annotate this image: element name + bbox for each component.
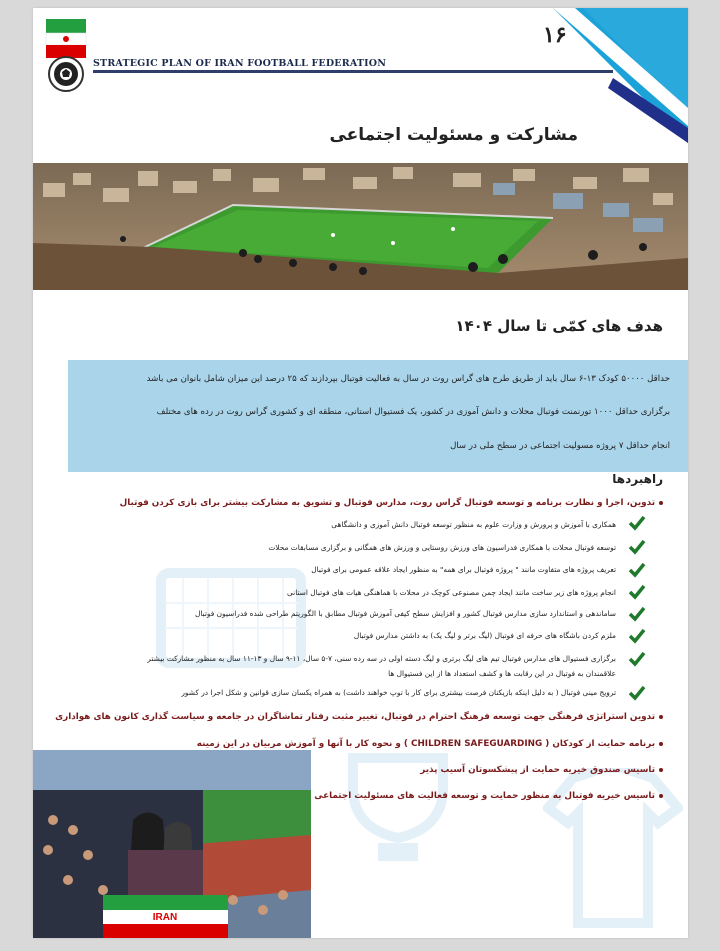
goal-item: انجام حداقل ۷ پروژه مسولیت اجتماعی در سطح ملی در سال: [450, 441, 670, 451]
bullet-icon: [659, 768, 663, 772]
strategy-item-text: برنامه حمایت از کودکان ( CHILDREN SAFEGUARDING ) و نحوه کار با آنها و آموزش مربیان در این زمینه: [196, 739, 655, 749]
goals-box: [68, 360, 688, 472]
strategy-sub-item: انجام پروژه های زیر ساخت مانند ایجاد چمن مصنوعی کوچک در محلات با هماهنگی هیات های فوتبال استانی: [286, 588, 616, 597]
checkmark-icon: [628, 584, 646, 600]
checkmark-icon: [628, 606, 646, 622]
goal-item: برگزاری حداقل ۱۰۰۰ تورنمنت فوتبال محلات و دانش آموزی در کشور، یک فستیوال استانی، منطقه ای و کشوری گراس روت در رده های مختلف: [156, 407, 670, 417]
strategy-sub-item: همکاری با آموزش و پرورش و وزارت علوم به منظور توسعه فوتبال دانش آموزی و دانشگاهی: [331, 520, 616, 529]
corner-decoration: [553, 8, 688, 143]
strategy-item: [314, 791, 663, 801]
strategies-title: راهبردها: [612, 472, 663, 486]
strategy-main-text: تدوین، اجرا و نظارت برنامه و توسعه فوتبال گراس روت، مدارس فوتبال و تشویق به مشارکت بیشتر برای بازی کردن فوتبال: [119, 498, 655, 508]
strategy-sub-item: برگزاری فستیوال های مدارس فوتبال تیم های لیگ برتری و لیگ دسته اولی در سه رده سنی، ۷-۵ سال، ۱۱-۹ سال و ۱۳-۱۱ سال به منظور مشارکت بیشتر: [147, 654, 616, 663]
bullet-icon: [659, 794, 663, 798]
strategy-item: [420, 765, 663, 775]
bullet-icon: [659, 501, 663, 505]
stadium-fans-photo: [33, 750, 311, 938]
strategy-sub-item: توسعه فوتبال محلات با همکاری فدراسیون های ورزش روستایی و ورزش های همگانی و برگزاری مسابقات محلات: [268, 543, 616, 552]
goal-item: حداقل ۵۰۰۰۰ کودک ۱۳-۶ سال باید از طریق طرح های گراس روت در سال به فعالیت فوتبال بپردازند که ۲۵ درصد این میزان شامل بانوان می باشد: [146, 374, 670, 384]
bullet-icon: [659, 715, 663, 719]
strategy-sub-item: تعریف پروژه های متفاوت مانند " پروژه فوتبال برای همه" به منظور ایجاد علاقه عمومی برای فوتبال: [311, 565, 616, 574]
strategy-item: [55, 712, 663, 722]
strategy-sub-item: ترویج مینی فوتبال ( به دلیل اینکه بازیکنان فرصت بیشتری برای کار با توپ خواهند داشت) به همراه یکسان سازی قوانین و شکل اجرا در کشور: [181, 688, 616, 697]
checkmark-icon: [628, 539, 646, 555]
strategy-item: [197, 739, 663, 749]
header-rule: [93, 70, 613, 73]
header-title: STRATEGIC PLAN OF IRAN FOOTBALL FEDERATION: [93, 58, 387, 69]
checkmark-icon: [628, 515, 646, 531]
strategy-item-text: تاسیس خیریه فوتبال به منظور حمایت و توسعه فعالیت های مسئولیت اجتماعی: [314, 791, 655, 801]
flag-text: IRAN: [152, 912, 178, 923]
section-title: مشارکت و مسئولیت اجتماعی: [329, 125, 578, 145]
document-page: [33, 8, 688, 938]
checkmark-icon: [628, 562, 646, 578]
page-number: ۱۶: [543, 22, 567, 48]
bullet-icon: [659, 742, 663, 746]
strategy-sub-item-continued: علاقمندان به فوتبال در این رقابت ها و کشف استعداد ها از این فستیوال ها: [388, 669, 616, 678]
federation-logo: [45, 18, 87, 92]
strategy-sub-item: ملزم کردن باشگاه های حرفه ای فوتبال (لیگ برتر و لیگ یک) به داشتن مدارس فوتبال: [353, 631, 616, 640]
checkmark-icon: [628, 685, 646, 701]
goals-title: هدف های کمّی تا سال ۱۴۰۴: [455, 317, 663, 335]
checkmark-icon: [628, 628, 646, 644]
strategy-sub-item: ساماندهی و استاندارد سازی مدارس فوتبال کشور و افزایش سطح کیفی آموزش فوتبال مطابق با الگوریتم طراحی شده فدراسیون فوتبال: [194, 609, 616, 618]
village-football-field-photo: [33, 163, 688, 290]
strategy-item-text: تدوین استراتژی فرهنگی جهت توسعه فرهنگ احترام در فوتبال، تغییر مثبت رفتار تماشاگران در جامعه و سیاست گذاری کانون های هواداری: [55, 712, 655, 722]
strategy-main: [120, 498, 663, 508]
checkmark-icon: [628, 651, 646, 667]
strategy-item-text: تاسیس صندوق خیریه حمایت از پیشکسوتان آسیب پذیر: [420, 765, 655, 775]
